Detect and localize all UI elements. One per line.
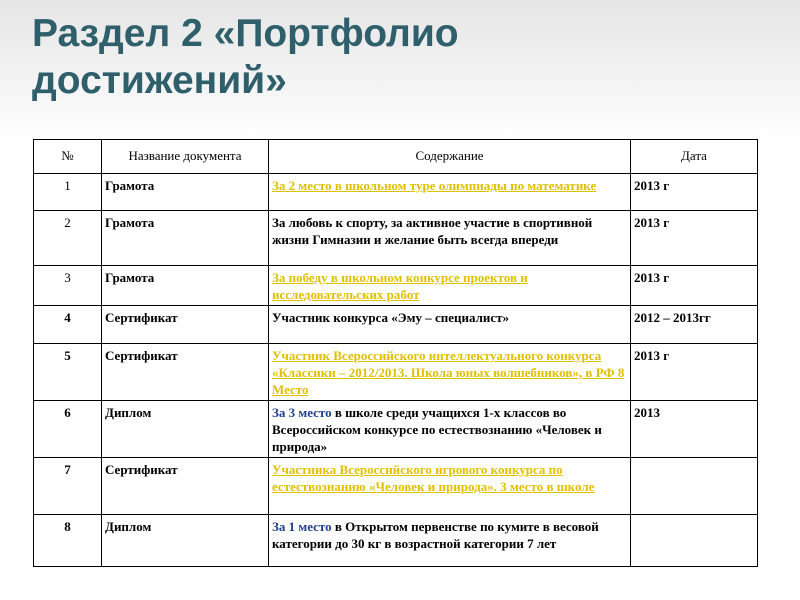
row-content <box>269 515 631 567</box>
column-header-number: № <box>34 140 102 174</box>
row-document-name: Грамота <box>102 211 269 266</box>
row-date: 2013 <box>631 401 758 458</box>
column-header-document-name: Название документа <box>102 140 269 174</box>
row-content <box>269 344 631 401</box>
row-document-name: Сертификат <box>102 306 269 344</box>
row-content <box>269 458 631 515</box>
row-content-link[interactable]: Участник Всероссийского интеллектуального конкурса «Классики – 2012/2013. Школа юных волшебников», в РФ 8 Место <box>272 348 625 397</box>
row-date: 2013 г <box>631 266 758 306</box>
row-number: 2 <box>34 211 102 266</box>
table-row <box>34 266 758 306</box>
slide-title-line-1: Раздел 2 «Портфолио <box>32 12 459 55</box>
row-date: 2013 г <box>631 174 758 211</box>
row-number: 5 <box>34 344 102 401</box>
portfolio-table <box>33 139 758 567</box>
row-content <box>269 401 631 458</box>
table-row <box>34 211 758 266</box>
slide-title <box>32 10 772 104</box>
row-content-emphasis: За 1 место <box>272 519 332 534</box>
row-date: 2013 г <box>631 344 758 401</box>
row-content-text: в Открытом первенстве по кумите в весовой категории до 30 кг в возрастной категории 7 лет <box>272 519 599 551</box>
row-date: 2012 – 2013гг <box>631 306 758 344</box>
row-document-name: Грамота <box>102 266 269 306</box>
row-number: 8 <box>34 515 102 567</box>
column-header-date: Дата <box>631 140 758 174</box>
row-content-text: в школе среди учащихся 1-х классов во Всероссийском конкурсе по естествознанию «Человек и природа» <box>272 405 602 454</box>
row-content-link[interactable]: За победу в школьном конкурсе проектов и исследовательских работ <box>272 270 528 302</box>
row-document-name: Диплом <box>102 515 269 567</box>
column-header-content: Содержание <box>269 140 631 174</box>
row-content: Участник конкурса «Эму – специалист» <box>269 306 631 344</box>
row-number: 6 <box>34 401 102 458</box>
row-date <box>631 515 758 567</box>
row-document-name: Грамота <box>102 174 269 211</box>
table-row <box>34 174 758 211</box>
row-number: 4 <box>34 306 102 344</box>
row-number: 1 <box>34 174 102 211</box>
row-document-name: Диплом <box>102 401 269 458</box>
table-row <box>34 401 758 458</box>
table-row <box>34 515 758 567</box>
row-document-name: Сертификат <box>102 344 269 401</box>
table-header-row <box>34 140 758 174</box>
table-row <box>34 458 758 515</box>
table-row <box>34 306 758 344</box>
row-document-name: Сертификат <box>102 458 269 515</box>
row-content <box>269 266 631 306</box>
row-content-link[interactable]: Участника Всероссийского игрового конкурса по естествознанию «Человек и природа». 3 место в школе <box>272 462 595 494</box>
row-number: 3 <box>34 266 102 306</box>
table-row <box>34 344 758 401</box>
row-date: 2013 г <box>631 211 758 266</box>
slide-title-line-2: достижений» <box>32 59 287 102</box>
row-content-emphasis: За 3 место <box>272 405 332 420</box>
row-content: За любовь к спорту, за активное участие в спортивной жизни Гимназии и желание быть всегда впереди <box>269 211 631 266</box>
row-date <box>631 458 758 515</box>
row-number: 7 <box>34 458 102 515</box>
row-content <box>269 174 631 211</box>
row-content-link[interactable]: За 2 место в школьном туре олимпиады по математике <box>272 178 597 193</box>
